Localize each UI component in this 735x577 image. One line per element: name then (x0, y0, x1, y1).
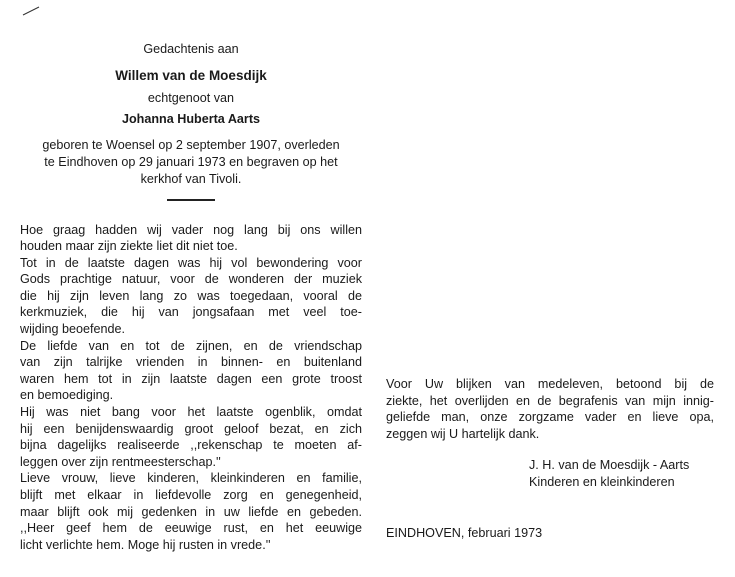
memorial-text-line: en bemoediging. (20, 388, 114, 403)
intro-line: geboren te Woensel op 2 september 1907, overleden (42, 138, 340, 152)
birth-death-details (20, 137, 362, 188)
memorial-text-line: De liefde van en tot de zijnen, en de vriendschap (20, 338, 362, 353)
thank-you-line: Voor Uw blijken van medeleven, betoond bij de (386, 377, 714, 391)
memorial-text-line: houden maar zijn ziekte liet dit niet toe. (20, 239, 238, 254)
memorial-text-line: Tot in de laatste dagen was hij vol bewondering voor (20, 255, 362, 270)
in-memory-label: Gedachtenis aan (143, 42, 239, 56)
memorial-header (20, 40, 362, 128)
memorial-text-line: Gods prachtige natuur, voor de wonderen der muziek (20, 272, 362, 287)
signature-block (529, 457, 714, 491)
memorial-text-line: leggen over zijn rentmeesterschap.'' (20, 454, 221, 469)
right-column (386, 376, 714, 491)
memorial-text-line: blijft met elkaar in liefdevolle zorg en genegenheid, (20, 488, 362, 502)
memorial-text-line: bijna dagelijks realiseerde ,,rekenschap te moeten af- (20, 438, 362, 453)
spouse-label: echtgenoot van (147, 91, 235, 105)
signature-family: Kinderen en kleinkinderen (529, 475, 675, 490)
thank-you-line: zeggen wij U hartelijk dank. (386, 426, 540, 441)
memorial-text-line: Hij was niet bang voor het laatste ogenblik, omdat (20, 405, 362, 420)
intro-line: kerkhof van Tivoli. (140, 172, 242, 186)
memorial-text-line: licht verlichte hem. Moge hij rusten in vrede.'' (20, 537, 271, 552)
deceased-name: Willem van de Moesdijk (115, 68, 267, 83)
thank-you-text (386, 376, 714, 442)
place-date: EINDHOVEN, februari 1973 (386, 526, 543, 540)
spouse-name: Johanna Huberta Aarts (121, 112, 261, 126)
memorial-text-line: wijding beoefende. (20, 322, 126, 337)
signature-name: J. H. van de Moesdijk - Aarts (529, 458, 690, 473)
memorial-text-line: die hij zijn leven lang zo was toegedaan, vooral de (20, 288, 362, 303)
divider-rule (167, 199, 215, 201)
memorial-text-line: waren hem tot in zijn laatste dagen een grote troost (20, 371, 362, 386)
left-column (20, 40, 362, 553)
memorial-text-line: van zijn talrijke vrienden in binnen- en buitenland (20, 355, 362, 370)
memorial-text-line: Hoe graag hadden wij vader nog lang bij ons willen (20, 222, 362, 237)
memorial-text-line: ,,Heer geef hem de eeuwige rust, en het eeuwige (20, 521, 362, 536)
memorial-text-line: hij een benijdenswaardig groot geloof bezat, en zich (20, 421, 362, 436)
memorial-text (20, 222, 362, 554)
thank-you-line: ziekte, het overlijden en de begrafenis van mijn innig- (386, 393, 714, 408)
pen-stroke-mark (22, 6, 40, 16)
memorial-text-line: Lieve vrouw, lieve kinderen, kleinkinderen en familie, (20, 471, 362, 486)
memorial-text-line: maar blijft ook mij gedenken in uw liefde en gebeden. (20, 504, 362, 519)
thank-you-line: geliefde man, onze zorgzame vader en lieve opa, (386, 410, 714, 425)
intro-line: te Eindhoven op 29 januari 1973 en begraven op het (44, 155, 338, 169)
memorial-text-line: kerkmuziek, die hij van jongsafaan met veel toe- (20, 305, 362, 320)
